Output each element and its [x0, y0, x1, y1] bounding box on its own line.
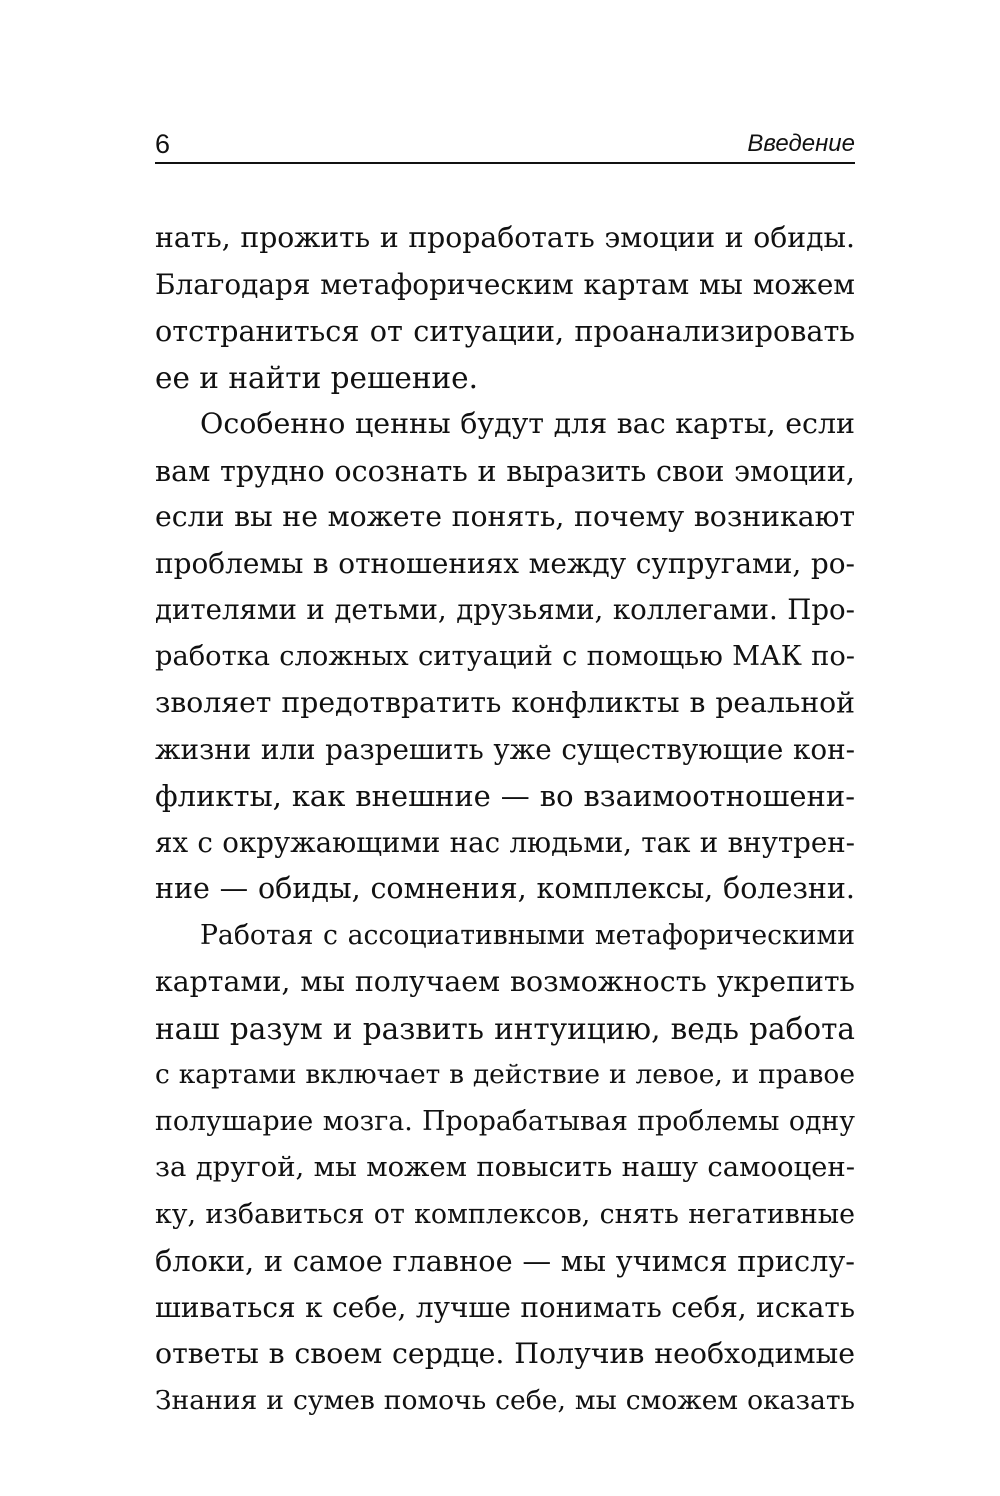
page-number: 6: [155, 129, 171, 159]
paragraph: [155, 215, 855, 401]
text-line: жизни или разрешить уже существующие кон-: [155, 732, 855, 766]
text-line: нать, прожить и проработать эмоции и обиды.: [155, 221, 855, 254]
section-title: Введение: [747, 130, 855, 157]
text-line: проблемы в отношениях между супругами, ро-: [155, 546, 855, 580]
paragraph: [155, 913, 855, 1425]
text-line: ку, избавиться от комплексов, снять негативные: [155, 1198, 855, 1230]
text-line: картами, мы получаем возможность укрепить: [155, 965, 855, 998]
text-line: ях с окружающими нас людьми, так и внутрен-: [155, 825, 855, 859]
text-line: отстраниться от ситуации, проанализировать: [155, 314, 855, 348]
text-line: наш разум и развить интуицию, ведь работа: [155, 1011, 855, 1046]
text-line: полушарие мозга. Прорабатывая проблемы одну: [155, 1105, 855, 1137]
running-head: [155, 128, 855, 164]
text-line: с картами включает в действие и левое, и правое: [155, 1059, 855, 1090]
text-line: блоки, и самое главное — мы учимся прислу-: [155, 1244, 855, 1278]
text-line: вам трудно осознать и выразить свои эмоции,: [155, 453, 855, 488]
text-line: работка сложных ситуаций с помощью МАК по-: [155, 640, 855, 672]
text-line: Знания и сумев помочь себе, мы сможем оказать: [155, 1384, 855, 1416]
text-line: шиваться к себе, лучше понимать себя, искать: [155, 1290, 855, 1324]
body-text: [155, 215, 855, 1424]
text-line: ние — обиды, сомнения, комплексы, болезни.: [155, 872, 855, 905]
text-line: дителями и детьми, друзьями, коллегами. Про-: [155, 593, 855, 626]
text-line: за другой, мы можем повысить нашу самооцен-: [155, 1152, 855, 1183]
text-line: зволяет предотвратить конфликты в реальной: [155, 686, 855, 719]
text-line: Работая с ассоциативными метафорическими: [200, 919, 855, 951]
text-line: ответы в своем сердце. Получив необходимые: [155, 1337, 855, 1370]
text-line: ее и найти решение.: [155, 360, 478, 395]
text-line: Особенно ценны будут для вас карты, если: [200, 407, 855, 440]
text-line: Благодаря метафорическим картам мы можем: [155, 267, 855, 301]
text-line: фликты, как внешние — во взаимоотношени-: [155, 779, 855, 813]
paragraph: [155, 401, 855, 913]
text-line: если вы не можете понять, почему возникают: [155, 500, 855, 533]
